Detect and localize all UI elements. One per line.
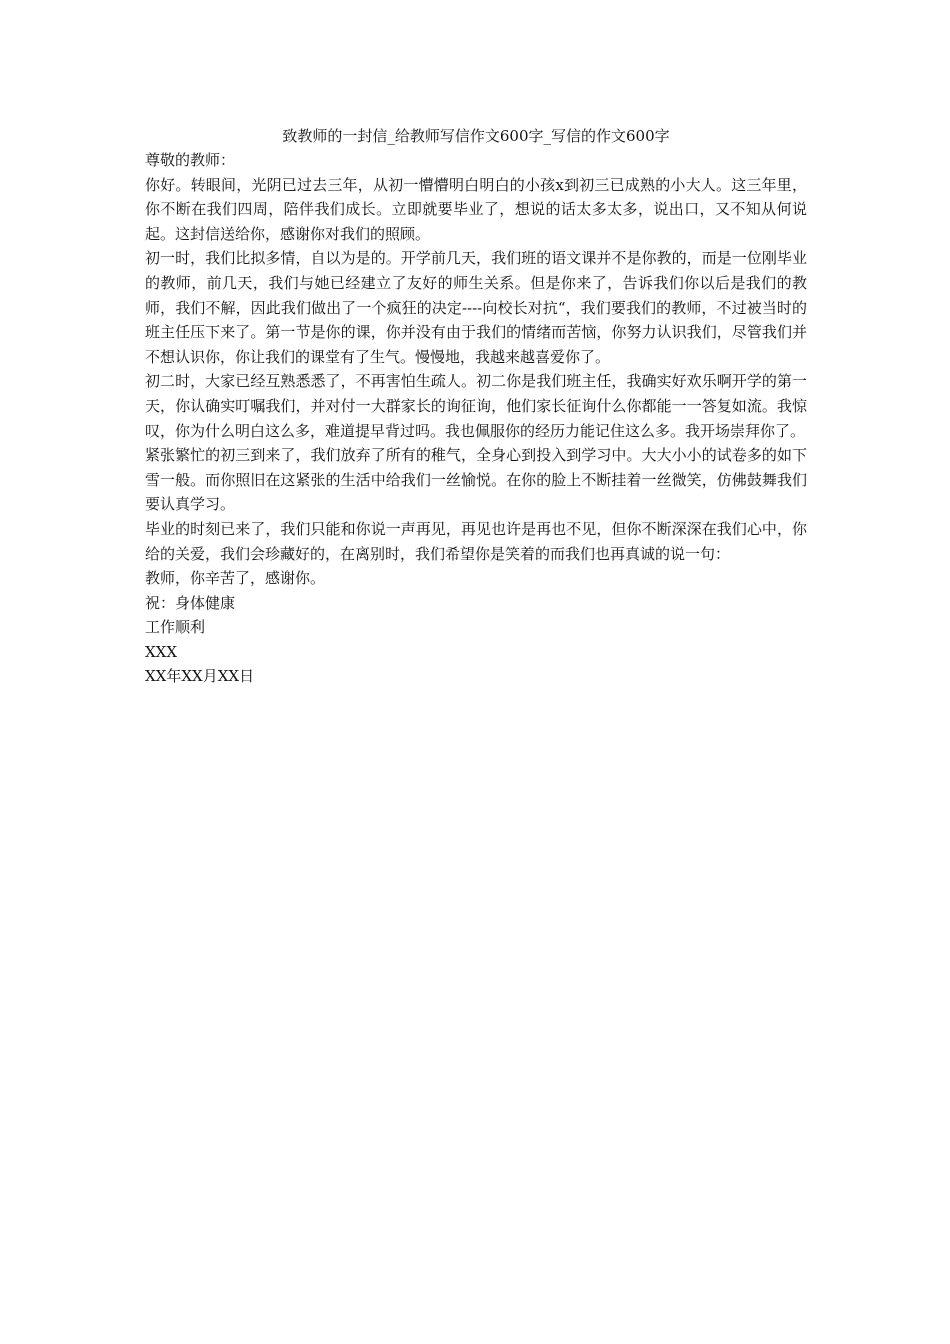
paragraph-1: 你好。转眼间，光阴已过去三年，从初一懵懵明白明白的小孩x到初三已成熟的小大人。这三年里，你不断在我们四周，陪伴我们成长。立即就要毕业了，想说的话太多太多，说出口，又不知从何说起。这封信送给你，感谢你对我们的照顾。 <box>145 175 807 243</box>
document-title: 致教师的一封信_给教师写信作文600字_写信的作文600字 <box>282 127 670 145</box>
date: XX年XX月XX日 <box>145 667 255 686</box>
paragraph-2: 初一时，我们比拟多情，自以为是的。开学前几天，我们班的语文课并不是你教的，而是一位刚毕业的教师，前几天，我们与她已经建立了友好的师生关系。但是你来了，告诉我们你以后是我们的教师，我们不解，因此我们做出了一个疯狂的决定----向校长对抗“，我们要我们的教师，不过被当时的班主任压下来了。第一节是你的课，你并没有由于我们的情绪而苦恼，你努力认识我们，尽管我们并不想认识你，你让我们的课堂有了生气。慢慢地，我越来越喜爱你了。 <box>145 249 807 366</box>
paragraph-6: 教师，你辛苦了，感谢你。 <box>145 569 326 588</box>
salutation: 尊敬的教师： <box>145 151 236 169</box>
paragraph-5: 毕业的时刻已来了，我们只能和你说一声再见，再见也许是再也不见，但你不断深深在我们心中，你给的关爱，我们会珍藏好的，在离别时，我们希望你是笑着的而我们也再真诚的说一句： <box>145 519 807 563</box>
letter-page <box>145 124 807 689</box>
paragraph-4: 紧张繁忙的初三到来了，我们放弃了所有的稚气，全身心到投入到学习中。大大小小的试卷多的如下雪一般。而你照旧在这紧张的生活中给我们一丝愉悦。在你的脸上不断挂着一丝微笑，仿佛鼓舞我们要认真学习。 <box>145 446 807 514</box>
signature: XXX <box>145 642 178 661</box>
closing-wish-1: 祝：身体健康 <box>145 593 236 612</box>
closing-wish-2: 工作顺利 <box>145 618 206 637</box>
paragraph-3: 初二时，大家已经互熟悉悉了，不再害怕生疏人。初二你是我们班主任，我确实好欢乐啊开学的第一天，你认确实叮嘱我们，并对付一大群家长的询征询，他们家长征询什么你都能一一答复如流。我惊叹，你为什么明白这么多，难道提早背过吗。我也佩服你的经历力能记住这么多。我开场崇拜你了。 <box>145 372 807 440</box>
